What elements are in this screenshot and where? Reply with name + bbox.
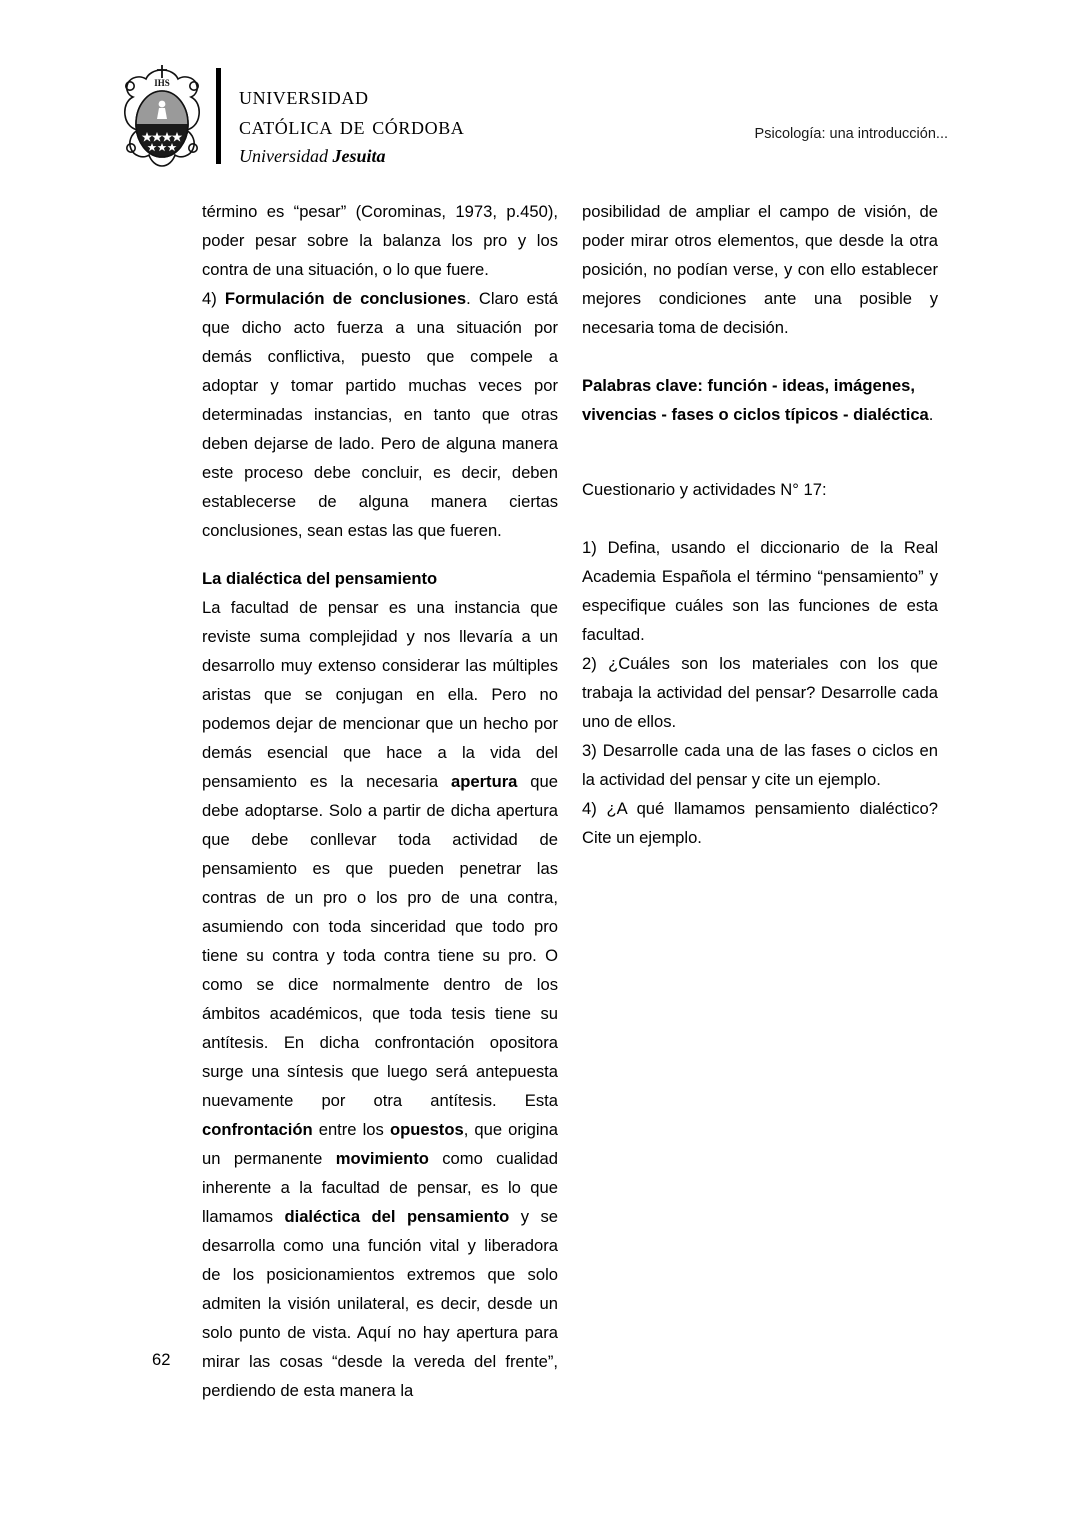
text-run-c: que debe adoptarse. Solo a partir de dicha apertura que debe conllevar toda actividad de pensamiento es que pueden penetrar las contras de un pro o los pro de una contra, asumiendo con toda sinceridad que todo pro tiene su contra y toda contra tiene su pro. O como se dice normalmente dentro de los ámbitos académicos, que toda tesis tiene su antítesis. En dicha confrontación opositora surge una síntesis que luego será antepuesta nuevamente por otra antítesis. Esta (202, 772, 558, 1110)
paragraph-posibilidad-campo-vision: posibilidad de ampliar el campo de visión, de poder mirar otros elementos, que desde la otra posición, no podían verse, y con ello establecer mejores condiciones ante una posible y necesaria toma de decisión. (582, 202, 938, 337)
paragraph-formulacion-conclusiones (202, 284, 558, 545)
text-run-g: y se desarrolla como una función vital y liberadora de los posicionamientos extremos que solo admiten la visión unilateral, es decir, desde un solo punto de vista. Aquí no hay apertura para mirar las cosas “desde la vereda del frente”, perdiendo de esta manera la (202, 1207, 558, 1400)
paragraph-termino-pesar: término es “pesar” (Corominas, 1973, p.450), poder pesar sobre la balanza los pro y los contra de una situación, o lo que fuere. (202, 202, 558, 279)
page-header (0, 0, 1080, 190)
university-crest-icon (118, 62, 206, 174)
bold-movimiento: movimiento (335, 1149, 429, 1168)
two-column-body (202, 197, 938, 1405)
paragraph-facultad-de-pensar (202, 593, 558, 1405)
text-run-a: La facultad de pensar es una instancia que reviste suma complejidad y nos llevaría a un desarrollo muy extenso considerar las múltiples aristas que se conjugan en ella. Pero no podemos dejar de mencionar que un hecho por demás esencial que hace a la vida del pensamiento es la necesaria (202, 598, 558, 791)
wordmark-line-universidad-jesuita (239, 146, 464, 167)
text-run-e: , que origina un permanente (202, 1120, 558, 1168)
text-run-f: como cualidad inherente a la facultad de pensar, es lo que llamamos (202, 1149, 558, 1226)
paragraph-formulacion-rest: . Claro está que dicho acto fuerza a una situación por demás conflictiva, puesto que compele a adoptar y tomar partido muchas veces por determinadas instancias, en tanto que otras deben dejarse de lado. Pero de alguna manera este proceso debe concluir, es decir, deben establecerse de alguna manera ciertas conclusiones, sean estas las que fueren. (202, 289, 558, 540)
logo-divider (216, 68, 221, 164)
wordmark-line-universidad: universidad (239, 80, 369, 110)
wordmark-jesuita-bold: Jesuita (332, 146, 386, 167)
paragraph-palabras-clave (582, 371, 938, 429)
question-item-2: 2) ¿Cuáles son los materiales con los que trabaja la actividad del pensar? Desarrolle cada uno de ellos. (582, 654, 938, 731)
wordmark-jesuita-prefix: Universidad (239, 146, 333, 167)
left-column (202, 197, 558, 1405)
wordmark-line-catolica-de-cordoba: católica de córdoba (239, 111, 465, 140)
bold-dialectica-del-pensamiento: dialéctica del pensamiento (284, 1207, 510, 1226)
bold-palabras-clave: Palabras clave: función - ideas, imágenes, vivencias - fases o ciclos típicos - dialéctica (582, 376, 929, 424)
bold-confrontacion: confrontación (202, 1120, 313, 1139)
university-logo (118, 62, 464, 174)
text-run-d: entre los (312, 1120, 390, 1139)
bold-opuestos: opuestos (389, 1120, 464, 1139)
list-marker-4: 4) (202, 289, 225, 308)
question-item-4: 4) ¿A qué llamamos pensamiento dialéctico? Cite un ejemplo. (582, 799, 938, 847)
bold-formulacion-de-conclusiones: Formulación de conclusiones (224, 289, 467, 308)
svg-text:IHS: IHS (154, 78, 170, 88)
university-wordmark (239, 62, 464, 174)
running-head-title: Psicología: una introducción... (754, 126, 948, 142)
right-column (582, 197, 938, 1405)
page-number: 62 (152, 1350, 171, 1369)
palabras-clave-period: . (928, 405, 934, 424)
question-item-3: 3) Desarrolle cada una de las fases o ciclos en la actividad del pensar y cite un ejemplo. (582, 741, 938, 789)
question-item-1: 1) Defina, usando el diccionario de la Real Academia Española el término “pensamiento” y especifique cuáles son las funciones de esta facultad. (582, 538, 938, 644)
questionnaire-title: Cuestionario y actividades N° 17: (582, 480, 827, 499)
section-heading-dialectica-del-pensamiento: La dialéctica del pensamiento (202, 569, 438, 588)
bold-apertura: apertura (451, 772, 518, 791)
